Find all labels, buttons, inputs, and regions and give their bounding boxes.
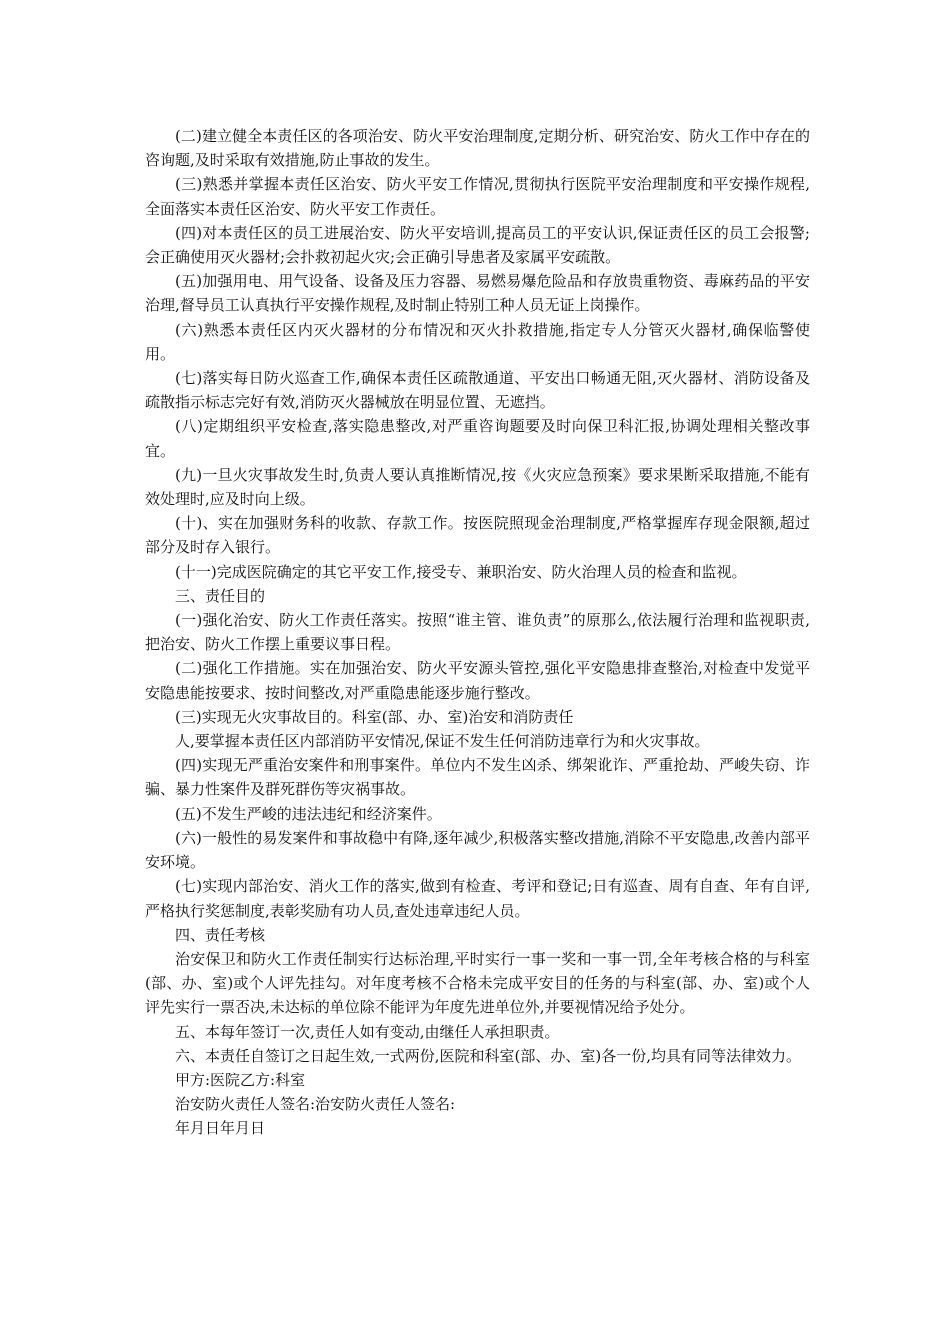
section-heading-goals: 三、责任目的 bbox=[175, 586, 266, 605]
parties-line: 甲方:医院乙方:科室 bbox=[175, 1070, 306, 1089]
clause-6: 六、本责任自签订之日起生效,一式两份,医院和科室(部、办、室)各一份,均具有同等法律效力。 bbox=[175, 1046, 802, 1065]
paragraph-10: (十)、实在加强财务科的收款、存款工作。按医院照现金治理制度,严格掌握库存现金限额,超过部分及时存入银行。 bbox=[145, 514, 810, 557]
goal-3-continued: 人,要掌握本责任区内部消防平安情况,保证不发生任何消防违章行为和火灾事故。 bbox=[175, 732, 710, 751]
goal-7: (七)实现内部治安、消火工作的落实,做到有检查、考评和登记;日有巡查、周有自查、年有自评,严格执行奖惩制度,表彰奖励有功人员,查处违章违纪人员。 bbox=[145, 877, 810, 920]
section-heading-assessment: 四、责任考核 bbox=[175, 925, 266, 944]
paragraph-2: (二)建立健全本责任区的各项治安、防火平安治理制度,定期分析、研究治安、防火工作中存在的咨询题,及时采取有效措施,防止事故的发生。 bbox=[145, 127, 810, 170]
paragraph-9: (九)一旦火灾事故发生时,负责人要认真推断情况,按《火灾应急预案》要求果断采取措施,不能有效处理时,应及时向上级。 bbox=[145, 465, 810, 509]
paragraph-5: (五)加强用电、用气设备、设备及压力容器、易燃易爆危险品和存放贵重物资、毒麻药品的平安治理,督导员工认真执行平安操作规程,及时制止特别工种人员无证上岗操作。 bbox=[145, 272, 810, 315]
paragraph-7: (七)落实每日防火巡查工作,确保本责任区疏散通道、平安出口畅通无阻,灭火器材、消防设备及疏散指示标志完好有效,消防灭火器械放在明显位置、无遮挡。 bbox=[145, 369, 810, 412]
paragraph-4: (四)对本责任区的员工进展治安、防火平安培训,提高员工的平安认识,保证责任区的员工会报警;会正确使用灭火器材;会扑救初起火灾;会正确引导患者及家属平安疏散。 bbox=[145, 223, 810, 267]
goal-4: (四)实现无严重治安案件和刑事案件。单位内不发生凶杀、绑架讹诈、严重抢劫、严峻失窃、诈骗、暴力性案件及群死群伤等灾祸事故。 bbox=[145, 756, 810, 799]
goal-2: (二)强化工作措施。实在加强治安、防火平安源头管控,强化平安隐患排查整治,对检查中发觉平安隐患能按要求、按时间整改,对严重隐患能逐步施行整改。 bbox=[145, 659, 810, 702]
clause-5: 五、本每年签订一次,责任人如有变动,由继任人承担职责。 bbox=[175, 1022, 560, 1041]
goal-1: (一)强化治安、防火工作责任落实。按照“谁主管、谁负责”的原那么,依法履行治理和监视职责,把治安、防火工作摆上重要议事日程。 bbox=[145, 611, 810, 654]
document-body bbox=[145, 124, 810, 1141]
signature-line: 治安防火责任人签名:治安防火责任人签名: bbox=[175, 1095, 456, 1114]
paragraph-6: (六)熟悉本责任区内灭火器材的分布情况和灭火扑救措施,指定专人分管灭火器材,确保临警使用。 bbox=[145, 320, 810, 363]
assessment-text: 治安保卫和防火工作责任制实行达标治理,平时实行一事一奖和一事一罚,全年考核合格的与科室(部、办、室)或个人评先挂勾。对年度考核不合格未完成平安目的任务的与科室(部、办、室)或个人评先实行一票否决,未达标的单位除不能评为年度先进单位外,并要视情况给予处分。 bbox=[145, 949, 810, 1017]
goal-6: (六)一般性的易发案件和事故稳中有降,逐年减少,积极落实整改措施,消除不平安隐患,改善内部平安环境。 bbox=[145, 828, 810, 872]
goal-5: (五)不发生严峻的违法违纪和经济案件。 bbox=[175, 804, 442, 823]
date-line: 年月日年月日 bbox=[175, 1119, 266, 1138]
paragraph-11: (十一)完成医院确定的其它平安工作,接受专、兼职治安、防火治理人员的检查和监视。 bbox=[175, 562, 747, 581]
paragraph-8: (八)定期组织平安检查,落实隐患整改,对严重咨询题要及时向保卫科汇报,协调处理相关整改事宜。 bbox=[145, 417, 810, 460]
goal-3: (三)实现无火灾事故目的。科室(部、办、室)治安和消防责任 bbox=[175, 707, 574, 726]
paragraph-3: (三)熟悉并掌握本责任区治安、防火平安工作情况,贯彻执行医院平安治理制度和平安操作规程,全面落实本责任区治安、防火平安工作责任。 bbox=[145, 175, 810, 218]
